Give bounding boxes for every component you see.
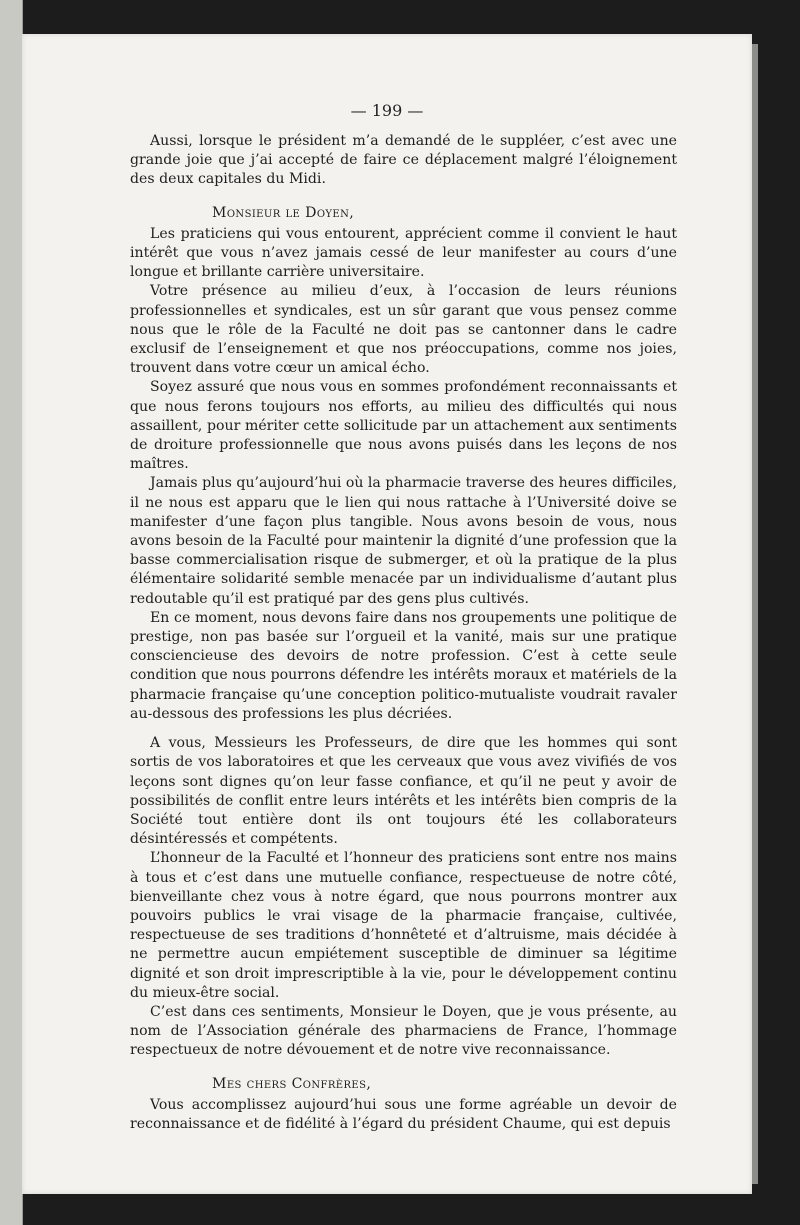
paragraph: L’honneur de la Faculté et l’honneur des praticiens sont entre nos mains à tous et c’est dans une mutuelle confiance, respectueuse de notre côté, bienveillante chez vous à notre égard, que nous pourrons montrer aux pouvoirs publics le vrai visage de la pharmacie française, cultivée, respectueuse de ses traditions d’honnêteté et d’altruisme, mais décidée à ne permettre aucun empiétement susceptible de diminuer sa légitime dignité et son droit imprescriptible à la vie, pour le développement continu du mieux-être social.	[130, 850, 677, 1001]
paragraph: Jamais plus qu’aujourd’hui où la pharmacie traverse des heures difficiles, il ne nous est apparu que le lien qui nous rattache à l’Université doive se manifester d’une façon plus tangible. Nous avons besoin de vous, nous avons besoin de la Faculté pour maintenir la dignité d’une profession que la basse commercialisation risque de submerger, et où la pratique de la plus élémentaire solidarité semble menacée par un individualisme d’autant plus redoutable qu’il est pratiqué par des gens plus cultivés.	[130, 475, 677, 607]
page-body	[130, 132, 677, 1134]
paragraph: C’est dans ces sentiments, Monsieur le Doyen, que je vous présente, au nom de l’Association générale des pharmaciens de France, l’hommage respectueux de notre dévouement et de notre vive reconnaissance.	[130, 1003, 677, 1059]
paragraph: Vous accomplissez aujourd’hui sous une forme agréable un devoir de reconnaissance et de fidélité à l’égard du président Chaume, qui est depuis	[130, 1096, 677, 1132]
salutation-confreres: Mes chers Confrères,	[212, 1075, 372, 1092]
adjacent-page-edge	[0, 0, 23, 1225]
paragraph: Votre présence au milieu d’eux, à l’occasion de leurs réunions professionnelles et syndicales, est un sûr garant que vous pensez comme nous que le rôle de la Faculté ne doit pas se cantonner dans le cadre exclusif de l’enseignement et que nos préoccupations, comme nos joies, trouvent dans votre cœur un amical écho.	[130, 283, 677, 377]
paragraph: Soyez assuré que nous vous en sommes profondément reconnaissants et que nous ferons toujours nos efforts, au milieu des difficultés qui nous assaillent, pour mériter cette sollicitude par un attachement aux sentiments de droiture professionnelle que nous avons puisés dans les leçons de nos maîtres.	[130, 379, 677, 473]
document-page	[22, 34, 752, 1194]
page-number: — 199 —	[350, 101, 424, 120]
salutation-doyen: Monsieur le Doyen,	[212, 204, 355, 221]
paragraph: A vous, Messieurs les Professeurs, de dire que les hommes qui sont sortis de vos laboratoires et que les cerveaux que vous avez vivifiés de vos leçons sont dignes qu’on leur fasse confiance, et qu’il ne peut y avoir de possibilités de conflit entre leurs intérêts et les intérêts bien compris de la Société tout entière dont ils ont toujours été les collaborateurs désintéressés et compétents.	[130, 735, 677, 848]
paragraph-intro: Aussi, lorsque le président m’a demandé de le suppléer, c’est avec une grande joie que j’ai accepté de faire ce déplacement malgré l’éloignement des deux capitales du Midi.	[130, 133, 677, 188]
paragraph: Les praticiens qui vous entourent, apprécient comme il convient le haut intérêt que vous n’avez jamais cessé de leur manifester au cours d’une longue et brillante carrière universitaire.	[130, 225, 677, 281]
paragraph: En ce moment, nous devons faire dans nos groupements une politique de prestige, non pas basée sur l’orgueil et la vanité, mais sur une pratique consciencieuse des devoirs de notre profession. C’est à cette seule condition que nous pourrons défendre les intérêts moraux et matériels de la pharmacie française qu’une conception politico-mutualiste voudrait ravaler au-dessous des professions les plus décriées.	[130, 609, 677, 722]
